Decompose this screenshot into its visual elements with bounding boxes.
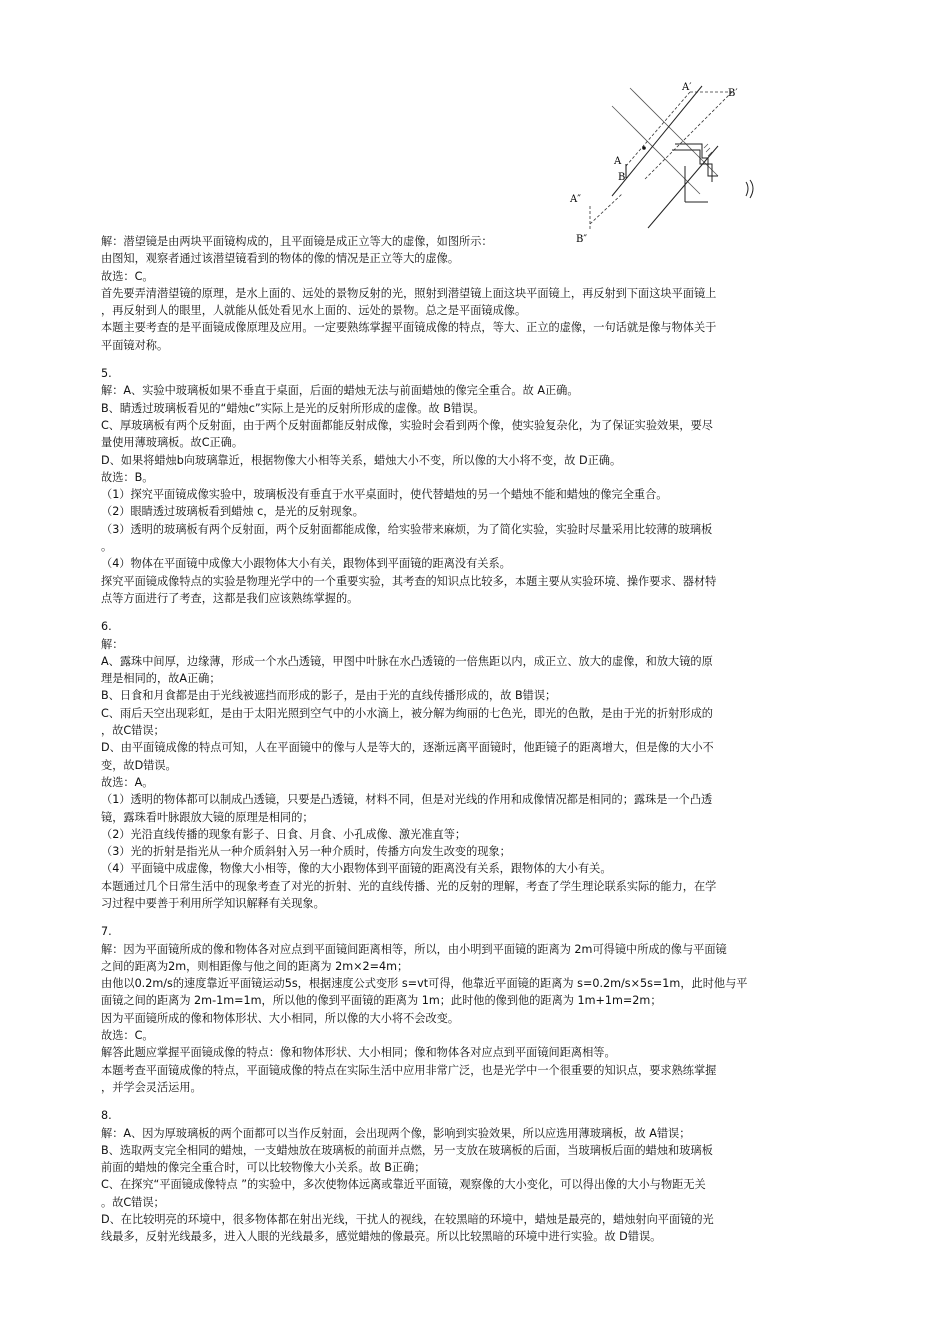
text-line: ，故C错误； [101,724,165,738]
text-line: 由图知，观察者通过该潜望镜看到的物体的像的情况是正立等大的虚像。 [101,252,460,266]
virtual-line-lower [590,194,622,224]
text-line: D、由平面镜成像的特点可知，人在平面镜中的像与人是等大的，逐渐远离平面镜时，他距镜子的距离增大，但是像的大小不 [101,741,714,755]
text-line: B、选取两支完全相同的蜡烛，一支蜡烛放在玻璃板的前面并点燃，另一支放在玻璃板的后面，当玻璃板后面的蜡烛和玻璃板 [101,1143,713,1157]
text-line: 故选：C。 [101,1029,154,1043]
text-line: 变，故D错误。 [101,758,177,772]
text-line: D、在比较明亮的环境中，很多物体都在射出光线，干扰人的视线，在较黑暗的环境中，蜡烛是最亮的，蜡烛射向平面镜的光 [101,1213,714,1227]
text-line: 前面的蜡烛的像完全重合时，可以比较物像大小关系。故 B正确； [101,1161,426,1175]
text-line: 故选：A。 [101,775,154,789]
text-line: 解：因为平面镜所成的像和物体各对应点到平面镜间距离相等，所以，由小明到平面镜的距离为 2m可得镜中所成的像与平面镜 [101,942,727,956]
text-line: （1）透明的物体都可以制成凸透镜，只要是凸透镜，材料不同，但是对光线的作用和成像情况都是相同的；露珠是一个凸透 [101,793,713,807]
text-line: 。 [101,540,113,554]
label-a: A [614,156,622,167]
label-a-double-prime: A″ [570,194,581,205]
question-number: 7. [101,925,112,939]
text-line: 解：潜望镜是由两块平面镜构成的，且平面镜是成正立等大的虚像，如图所示： [101,235,493,248]
section-8 [101,1107,826,1245]
text-line: 点等方面进行了考查，这都是我们应该熟练掌握的。 [101,591,359,605]
text-line: 。故C错误； [101,1195,165,1209]
eye-icon [746,180,753,198]
text-line: 平面镜对称。 [101,338,169,352]
text-line: C、雨后天空出现彩虹，是由于太阳光照到空气中的小水滴上，被分解为绚丽的七色光，即光的色散，是由于光的折射形成的 [101,706,713,720]
text-line: 量使用薄玻璃板。故C正确。 [101,436,244,450]
text-line: D、如果将蜡烛b向玻璃靠近，根据物像大小相等关系，蜡烛大小不变，所以像的大小将不变，故 D正确。 [101,453,622,467]
text-line: （3）透明的玻璃板有两个反射面，两个反射面都能成像，给实验带来麻烦，为了简化实验，实验时尽量采用比较薄的玻璃板 [101,522,713,536]
text-line: 解：A、实验中玻璃板如果不垂直于桌面，后面的蜡烛无法与前面蜡烛的像完全重合。故 A正确。 [101,384,579,398]
text-line: （4）平面镜中成虚像，物像大小相等，像的大小跟物体到平面镜的距离没有关系，跟物体的大小有关。 [101,862,612,876]
text-line: （1）探究平面镜成像实验中，玻璃板没有垂直于水平桌面时，使代替蜡烛的另一个蜡烛不能和蜡烛的像完全重合。 [101,488,668,502]
text-line: （2）光沿直线传播的现象有影子、日食、月食、小孔成像、激光准直等； [101,827,467,841]
text-line: B、睛透过玻璃板看见的“蜡烛c”实际上是光的反射所形成的虚像。故 B错误。 [101,401,485,415]
text-line: 理是相同的，故A正确； [101,672,221,686]
section-4-tail [101,233,826,354]
virtual-line-diag-2 [644,92,732,180]
periscope-diagram [560,78,770,248]
tube-wall-upper [630,88,718,176]
label-a-prime: A′ [682,82,692,93]
text-line: 解答此题应掌握平面镜成像的特点：像和物体形状、大小相同；像和物体各对应点到平面镜间距离相等。 [101,1046,616,1060]
text-line: 解：A、因为厚玻璃板的两个面都可以当作反射面，会出现两个像，影响到实验效果，所以应选用薄玻璃板，故 A错误； [101,1126,691,1140]
text-line: C、在探究“平面镜成像特点 ”的实验中，多次使物体远离或靠近平面镜，观察像的大小变化，可以得出像的大小与物距无关 [101,1178,706,1192]
text-line: ，再反射到人的眼里，人就能从低处看见水上面的、远处的景物。总之是平面镜成像。 [101,304,527,318]
question-number: 6. [101,620,112,634]
text-line: 线最多，反射光线最多，进入人眼的光线最多，感觉蜡烛的像最亮。所以比较黑暗的环境中进行实验。故 D错误。 [101,1230,662,1244]
text-line: C、厚玻璃板有两个反射面，由于两个反射面都能反射成像，实验时会看到两个像，使实验复杂化，为了保证实验效果，要尽 [101,418,713,432]
solution-text [101,233,826,1246]
text-line: 由他以0.2m/s的速度靠近平面镜运动5s，根据速度公式变形 s=vt可得，他靠近平面镜的距离为 s=0.2m/s×5s=1m，此时他与平 [101,977,748,991]
section-6 [101,618,826,912]
text-line: 故选：B。 [101,470,154,484]
text-line: 首先要弄清潜望镜的原理，是水上面的、远处的景物反射的光，照射到潜望镜上面这块平面镜上，再反射到下面这块平面镜上 [101,286,717,300]
label-b-prime: B′ [728,88,738,99]
text-line: A、露珠中间厚，边缘薄，形成一个水凸透镜，甲图中叶脉在水凸透镜的一倍焦距以内，成正立、放大的虚像，和放大镜的原 [101,654,713,668]
text-line: 之间的距离为2m，则相距像与他之间的距离为 2m×2=4m； [101,959,409,973]
text-line: 本题通过几个日常生活中的现象考查了对光的折射、光的直线传播、光的反射的理解，考查了学生理论联系实际的能力，在学 [101,879,717,893]
text-line: B、日食和月食都是由于光线被遮挡而形成的影子，是由于光的直线传播形成的，故 B错误； [101,689,557,703]
virtual-line-diag [626,92,690,166]
label-b-double-prime: B″ [576,234,588,245]
text-line: 习过程中要善于利用所学知识解释有关现象。 [101,896,325,910]
text-line: （2）眼睛透过玻璃板看到蜡烛 c，是光的反射现象。 [101,505,364,519]
text-line: 故选：C。 [101,269,154,283]
section-7 [101,923,826,1096]
text-line: 解： [101,637,124,651]
text-line: 探究平面镜成像特点的实验是物理光学中的一个重要实验，其考查的知识点比较多，本题主要从实验环境、操作要求、器材特 [101,574,717,588]
text-line: 镜，露珠看叶脉跟放大镜的原理是相同的； [101,810,314,824]
upper-mirror [612,86,702,196]
question-number: 5. [101,367,112,381]
text-line: 本题主要考查的是平面镜成像原理及应用。一定要熟练掌握平面镜成像的特点，等大、正立的虚像，一句话就是像与物体关于 [101,321,717,335]
section-5 [101,365,826,607]
periscope-figure [560,78,770,248]
text-line: （4）物体在平面镜中成像大小跟物体大小有关，跟物体到平面镜的距离没有关系。 [101,557,511,571]
text-line: 本题考查平面镜成像的特点，平面镜成像的特点在实际生活中应用非常广泛，也是光学中一个很重要的知识点，要求熟练掌握 [101,1063,717,1077]
text-line: 因为平面镜所成的像和物体形状、大小相同，所以像的大小将不会改变。 [101,1011,460,1025]
question-number: 8. [101,1109,112,1123]
text-line: 面镜之间的距离为 2m-1m=1m，所以他的像到平面镜的距离为 1m；此时他的像到他的距离为 1m+1m=2m； [101,994,662,1008]
mirror-point [642,146,646,150]
label-b: B [618,172,626,183]
text-line: （3）光的折射是指光从一种介质斜射入另一种介质时，传播方向发生改变的现象； [101,845,511,859]
text-line: ，并学会灵活运用。 [101,1080,202,1094]
